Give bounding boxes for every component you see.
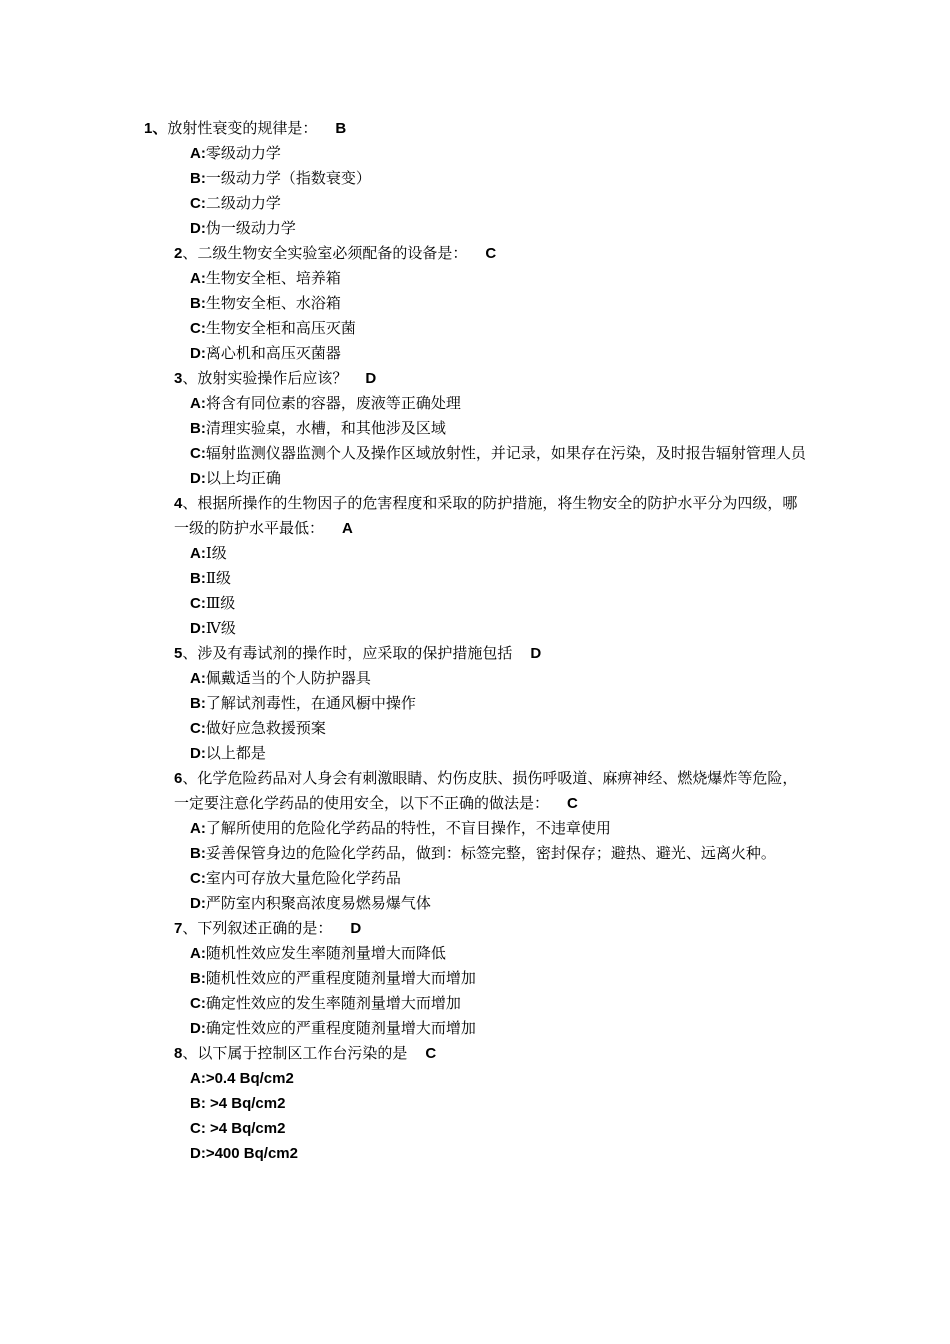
question-number: 2 xyxy=(174,245,183,262)
option-key: B: xyxy=(190,420,206,437)
question-text: 、化学危险药品对人身会有刺激眼睛、灼伤皮肤、损伤呼吸道、麻痹神经、燃烧爆炸等危险，一定要注意化学药品的使用安全，以下不正确的做法是： xyxy=(174,769,798,812)
question-answer: C xyxy=(425,1045,437,1062)
question-text: 、涉及有毒试剂的操作时，应采取的保护措施包括 xyxy=(182,644,513,662)
option-line xyxy=(174,316,810,341)
option-text: Ⅲ级 xyxy=(205,594,236,612)
question-line xyxy=(174,766,810,816)
option-line xyxy=(174,291,810,316)
option-key: A: xyxy=(190,945,206,962)
question-text: 、放射实验操作后应该？ xyxy=(182,369,348,387)
question-line xyxy=(174,641,810,666)
option-line xyxy=(174,141,810,166)
option-key: C: xyxy=(190,195,206,212)
option-line xyxy=(174,616,810,641)
option-key: C: xyxy=(190,870,206,887)
question-number: 8 xyxy=(174,1045,183,1062)
option-text: Ⅳ级 xyxy=(205,619,236,637)
option-text: >0.4 Bq/cm2 xyxy=(205,1070,294,1087)
question-number: 1、 xyxy=(144,120,168,137)
option-line xyxy=(174,216,810,241)
option-text: 妥善保管身边的危险化学药品，做到：标签完整，密封保存；避热、避光、远离火种。 xyxy=(205,844,776,862)
question-block xyxy=(174,1041,810,1166)
option-key: A: xyxy=(190,670,206,687)
option-text: 将含有同位素的容器，废液等正确处理 xyxy=(205,394,461,412)
option-line xyxy=(174,341,810,366)
option-key: D: xyxy=(190,220,206,237)
option-text: 伪一级动力学 xyxy=(205,219,296,237)
option-line xyxy=(174,691,810,716)
option-text: 离心机和高压灭菌器 xyxy=(205,344,341,362)
question-line xyxy=(174,366,810,391)
option-key: B: xyxy=(190,695,206,712)
option-key: A: xyxy=(190,1070,206,1087)
option-line xyxy=(174,541,810,566)
option-key: C: xyxy=(190,320,206,337)
option-line xyxy=(174,941,810,966)
question-number: 4 xyxy=(174,495,183,512)
option-key: B: xyxy=(190,1095,206,1112)
option-text: >4 Bq/cm2 xyxy=(205,1120,286,1137)
question-text: 、根据所操作的生物因子的危害程度和采取的防护措施，将生物安全的防护水平分为四级，哪一级的防护水平最低： xyxy=(174,494,798,537)
option-key: C: xyxy=(190,1120,206,1137)
option-line xyxy=(174,466,810,491)
question-number: 6 xyxy=(174,770,183,787)
question-number: 7 xyxy=(174,920,183,937)
question-answer: D xyxy=(530,645,542,662)
option-key: C: xyxy=(190,595,206,612)
question-text: 、以下属于控制区工作台污染的是 xyxy=(182,1044,408,1062)
option-key: B: xyxy=(190,570,206,587)
option-key: A: xyxy=(190,145,206,162)
option-key: A: xyxy=(190,820,206,837)
option-line xyxy=(174,666,810,691)
option-text: 以上都是 xyxy=(205,744,266,762)
option-text: 随机性效应的严重程度随剂量增大而增加 xyxy=(205,969,476,987)
option-key: D: xyxy=(190,895,206,912)
option-key: A: xyxy=(190,545,206,562)
option-key: A: xyxy=(190,270,206,287)
question-block xyxy=(174,766,810,916)
question-block xyxy=(174,241,810,366)
question-answer: D xyxy=(365,370,377,387)
question-block xyxy=(174,916,810,1041)
option-key: B: xyxy=(190,845,206,862)
option-line xyxy=(174,741,810,766)
option-line xyxy=(174,591,810,616)
option-key: D: xyxy=(190,620,206,637)
option-line xyxy=(174,1116,810,1141)
option-line xyxy=(174,266,810,291)
question-answer: D xyxy=(350,920,362,937)
option-line xyxy=(174,841,810,866)
option-key: D: xyxy=(190,470,206,487)
question-line xyxy=(174,491,810,541)
option-text: 严防室内积聚高浓度易燃易爆气体 xyxy=(205,894,431,912)
option-line xyxy=(174,816,810,841)
option-line xyxy=(174,966,810,991)
option-line xyxy=(174,191,810,216)
question-answer: C xyxy=(567,795,578,812)
option-line xyxy=(174,1091,810,1116)
option-text: 生物安全柜、培养箱 xyxy=(205,269,341,287)
option-text: 清理实验桌，水槽，和其他涉及区域 xyxy=(205,419,446,437)
question-line xyxy=(174,916,810,941)
option-text: Ⅱ级 xyxy=(205,569,232,587)
option-line xyxy=(174,1016,810,1041)
option-key: D: xyxy=(190,1145,206,1162)
option-text: 以上均正确 xyxy=(205,469,281,487)
option-key: B: xyxy=(190,295,206,312)
question-block xyxy=(174,491,810,641)
option-key: B: xyxy=(190,970,206,987)
option-text: Ⅰ级 xyxy=(205,544,227,562)
question-line xyxy=(174,1041,810,1066)
option-text: 室内可存放大量危险化学药品 xyxy=(205,869,401,887)
question-answer: B xyxy=(335,120,347,137)
option-line xyxy=(174,891,810,916)
question-number: 3 xyxy=(174,370,183,387)
option-key: C: xyxy=(190,720,206,737)
question-block xyxy=(174,366,810,491)
quiz-list xyxy=(144,116,810,1166)
question-text: 放射性衰变的规律是： xyxy=(167,119,318,137)
option-text: 零级动力学 xyxy=(205,144,281,162)
question-line xyxy=(144,116,810,141)
option-text: 确定性效应的发生率随剂量增大而增加 xyxy=(205,994,461,1012)
option-line xyxy=(174,441,810,466)
option-text: 确定性效应的严重程度随剂量增大而增加 xyxy=(205,1019,476,1037)
option-text: >4 Bq/cm2 xyxy=(205,1095,286,1112)
option-text: 一级动力学（指数衰变） xyxy=(205,169,371,187)
option-line xyxy=(174,716,810,741)
question-block xyxy=(174,641,810,766)
option-line xyxy=(174,391,810,416)
option-key: C: xyxy=(190,445,206,462)
option-key: D: xyxy=(190,345,206,362)
option-key: D: xyxy=(190,1020,206,1037)
option-line xyxy=(174,1066,810,1091)
option-key: A: xyxy=(190,395,206,412)
option-key: C: xyxy=(190,995,206,1012)
option-key: D: xyxy=(190,745,206,762)
question-line xyxy=(174,241,810,266)
question-number: 5 xyxy=(174,645,183,662)
option-text: 佩戴适当的个人防护器具 xyxy=(205,669,371,687)
option-line xyxy=(174,416,810,441)
question-answer: C xyxy=(485,245,497,262)
question-block xyxy=(144,116,810,241)
option-text: 生物安全柜和高压灭菌 xyxy=(205,319,356,337)
option-line xyxy=(174,866,810,891)
option-text: >400 Bq/cm2 xyxy=(205,1145,298,1162)
option-text: 了解所使用的危险化学药品的特性，不盲目操作，不违章使用 xyxy=(205,819,611,837)
option-text: 做好应急救援预案 xyxy=(205,719,326,737)
option-line xyxy=(174,991,810,1016)
question-answer: A xyxy=(342,520,353,537)
question-text: 、二级生物安全实验室必须配备的设备是： xyxy=(182,244,468,262)
option-text: 辐射监测仪器监测个人及操作区域放射性，并记录，如果存在污染，及时报告辐射管理人员 xyxy=(205,444,806,462)
option-text: 了解试剂毒性，在通风橱中操作 xyxy=(205,694,416,712)
option-key: B: xyxy=(190,170,206,187)
option-text: 二级动力学 xyxy=(205,194,281,212)
question-text: 、下列叙述正确的是： xyxy=(182,919,333,937)
option-line xyxy=(174,1141,810,1166)
option-text: 生物安全柜、水浴箱 xyxy=(205,294,341,312)
option-line xyxy=(174,166,810,191)
option-line xyxy=(174,566,810,591)
option-text: 随机性效应发生率随剂量增大而降低 xyxy=(205,944,446,962)
